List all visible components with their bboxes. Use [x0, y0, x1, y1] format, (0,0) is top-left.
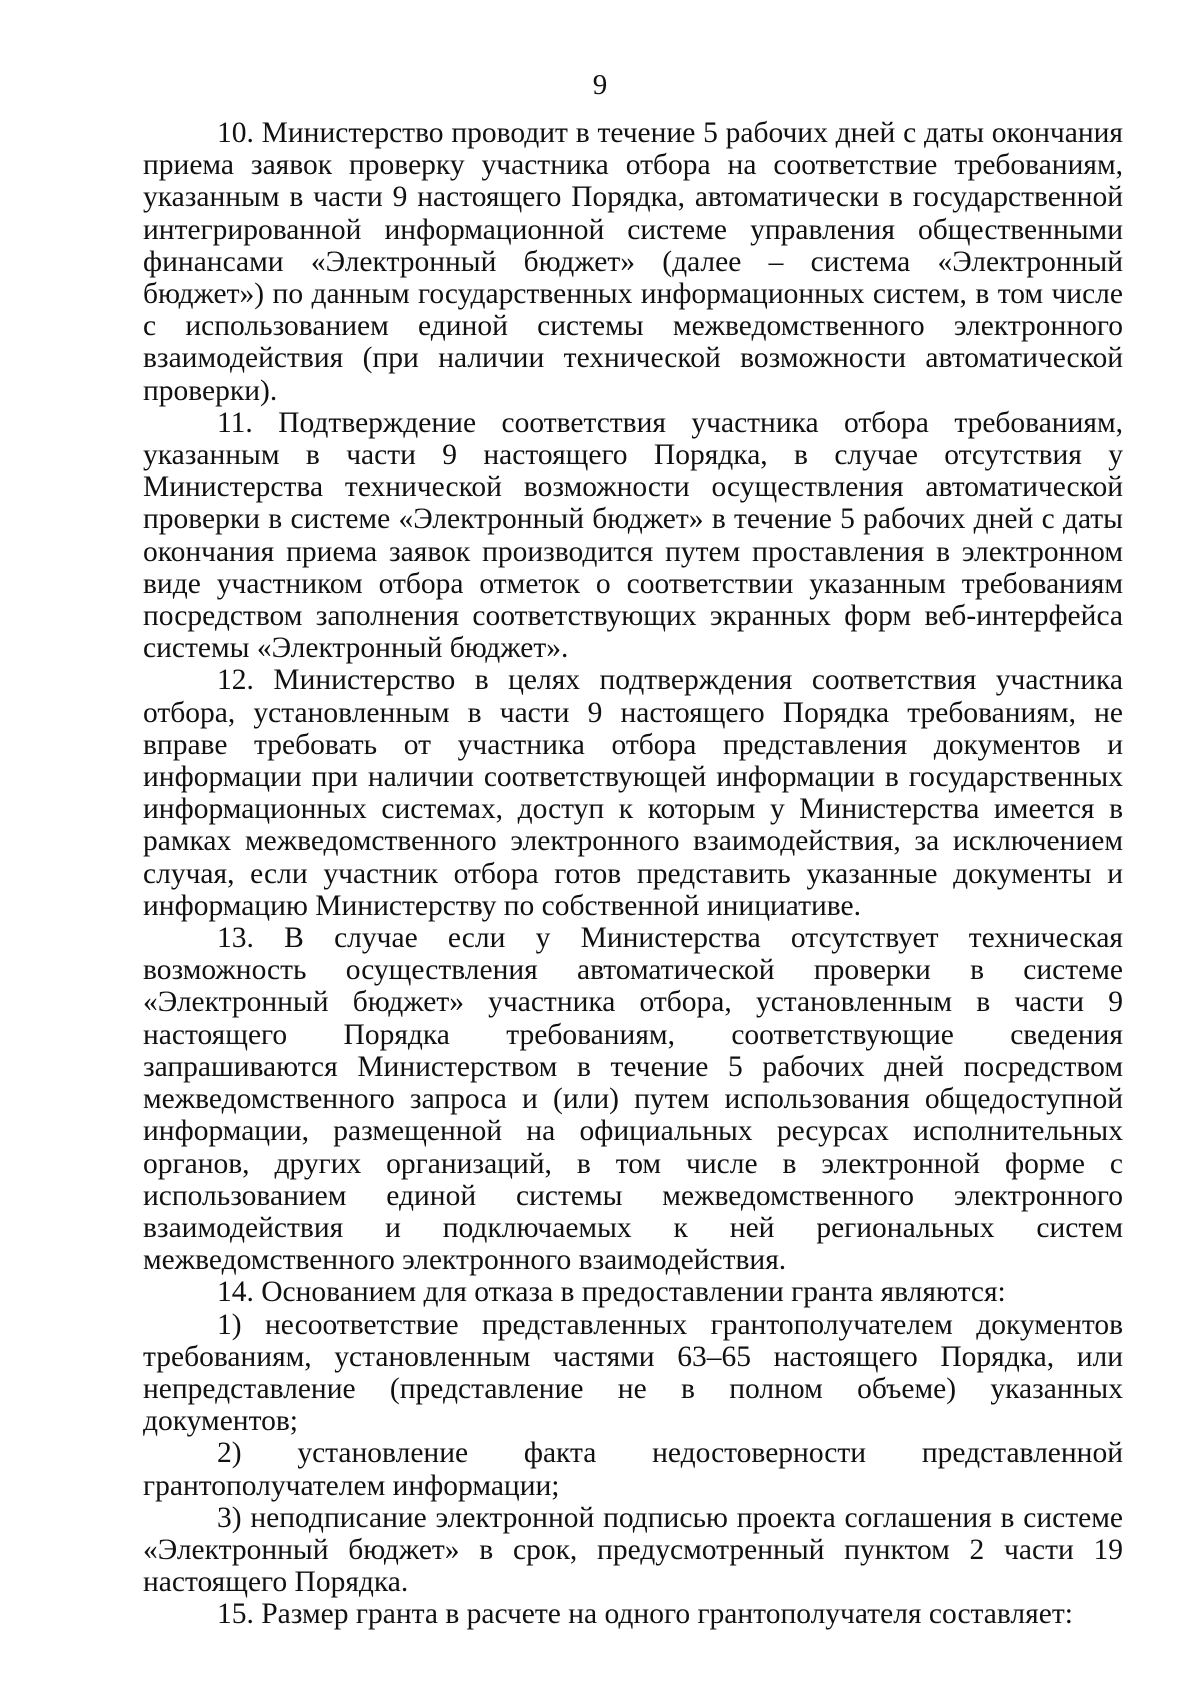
- paragraph-12: 12. Министерство в целях подтверждения соответствия участника отбора, установленным в части 9 настоящего Порядка требованиям, не вправе требовать от участника отбора представления документов и информации при наличии соответствующей информации в государственных информационных системах, доступ к которым у Министерства имеется в рамках межведомственного электронного взаимодействия, за исключением случая, если участник отбора готов представить указанные документы и информацию Министерству по собственной инициативе.: [143, 664, 1123, 922]
- paragraph-10: 10. Министерство проводит в течение 5 рабочих дней с даты окончания приема заявок проверку участника отбора на соответствие требованиям, указанным в части 9 настоящего Порядка, автоматически в государственной интегрированной информационной системе управления общественными финансами «Электронный бюджет» (далее – система «Электронный бюджет») по данным государственных информационных систем, в том числе с использованием единой системы межведомственного электронного взаимодействия (при наличии технической возможности автоматической проверки).: [143, 117, 1123, 407]
- paragraph-15: 15. Размер гранта в расчете на одного грантополучателя составляет:: [217, 1598, 1073, 1631]
- document-body: [143, 117, 1123, 1631]
- page-number: 9: [592, 69, 608, 101]
- list-item-2: 2) установление факта недостоверности представленной грантополучателем информации;: [143, 1437, 1123, 1502]
- paragraph-14: 14. Основанием для отказа в предоставлении гранта являются:: [217, 1276, 1006, 1309]
- list-item-3: 3) неподписание электронной подписью проекта соглашения в системе «Электронный бюджет» в срок, предусмотренный пунктом 2 части 19 настоящего Порядка.: [143, 1501, 1123, 1599]
- paragraph-11: 11. Подтверждение соответствия участника отбора требованиям, указанным в части 9 настоящего Порядка, в случае отсутствия у Министерства технической возможности осуществления автоматической проверки в системе «Электронный бюджет» в течение 5 рабочих дней с даты окончания приема заявок производится путем проставления в электронном виде участником отбора отметок о соответствии указанным требованиям посредством заполнения соответствующих экранных форм веб-интерфейса системы «Электронный бюджет».: [143, 406, 1123, 665]
- paragraph-13: 13. В случае если у Министерства отсутствует техническая возможность осуществления автоматической проверки в системе «Электронный бюджет» участника отбора, установленным в части 9 настоящего Порядка требованиям, соответствующие сведения запрашиваются Министерством в течение 5 рабочих дней посредством межведомственного запроса и (или) путем использования общедоступной информации, размещенной на официальных ресурсах исполнительных органов, других организаций, в том числе в электронной форме с использованием единой системы межведомственного электронного взаимодействия и подключаемых к ней региональных систем межведомственного электронного взаимодействия.: [143, 922, 1123, 1277]
- list-item-1: 1) несоответствие представленных грантополучателем документов требованиям, установленным частями 63–65 настоящего Порядка, или непредставление (представление не в полном объеме) указанных документов;: [143, 1308, 1123, 1438]
